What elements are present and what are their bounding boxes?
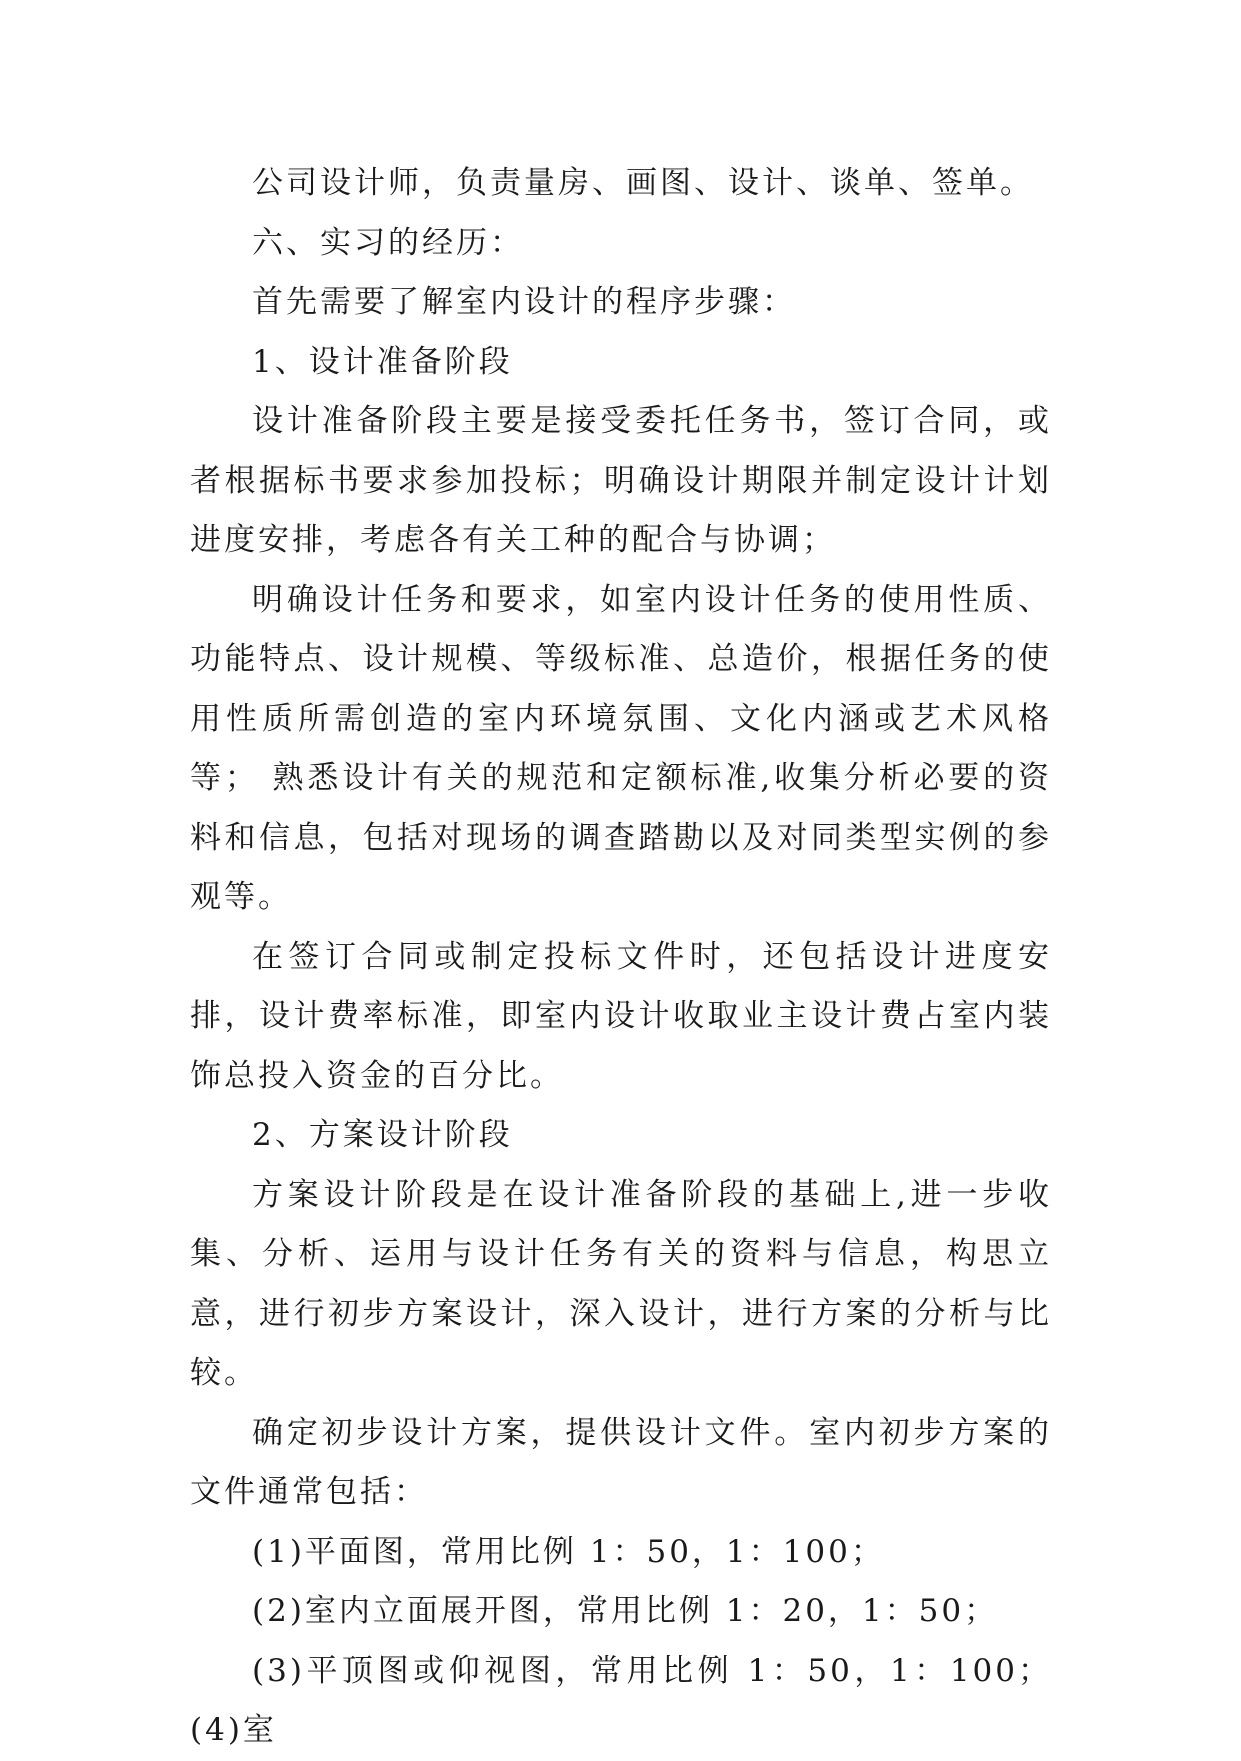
heading-design-preparation-stage: 1、设计准备阶段 bbox=[252, 343, 513, 380]
list-item-ceiling-plan: (3)平顶图或仰视图，常用比例 1：50，1：100； (4)室 bbox=[190, 1652, 1052, 1748]
heading-scheme-design-stage: 2、方案设计阶段 bbox=[252, 1117, 513, 1153]
paragraph-scheme-design-description: 方案设计阶段是在设计准备阶段的基础上,进一步收集、分析、运用与设计任务有关的资料与信息，构思立意，进行初步方案设计，深入设计，进行方案的分析与比较。 bbox=[190, 1176, 1052, 1391]
paragraph-designer-duties: 公司设计师，负责量房、画图、设计、谈单、签单。 bbox=[252, 165, 1034, 201]
heading-internship-experience: 六、实习的经历： bbox=[252, 224, 524, 261]
paragraph-design-procedure-intro: 首先需要了解室内设计的程序步骤： bbox=[252, 284, 796, 320]
paragraph-preparation-contract: 设计准备阶段主要是接受委托任务书，签订合同，或者根据标书要求参加投标；明确设计期限并制定设计计划进度安排，考虑各有关工种的配合与协调； bbox=[190, 403, 1052, 558]
paragraph-preliminary-scheme-files: 确定初步设计方案，提供设计文件。室内初步方案的文件通常包括： bbox=[190, 1414, 1052, 1510]
paragraph-contract-fees: 在签订合同或制定投标文件时，还包括设计进度安排，设计费率标准，即室内设计收取业主设计费占室内装饰总投入资金的百分比。 bbox=[190, 938, 1052, 1094]
paragraph-design-tasks-requirements: 明确设计任务和要求，如室内设计任务的使用性质、功能特点、设计规模、等级标准、总造价，根据任务的使用性质所需创造的室内环境氛围、文化内涵或艺术风格等； 熟悉设计有关的规范和定额标准,收集分析必要的资料和信息，包括对现场的调查踏勘以及对同类型实例的参观等。 bbox=[190, 581, 1052, 915]
list-item-floor-plan: (1)平面图，常用比例 1：50，1：100； bbox=[252, 1533, 885, 1570]
document-body bbox=[190, 154, 1052, 1761]
list-item-elevation: (2)室内立面展开图，常用比例 1：20，1：50； bbox=[252, 1593, 999, 1629]
